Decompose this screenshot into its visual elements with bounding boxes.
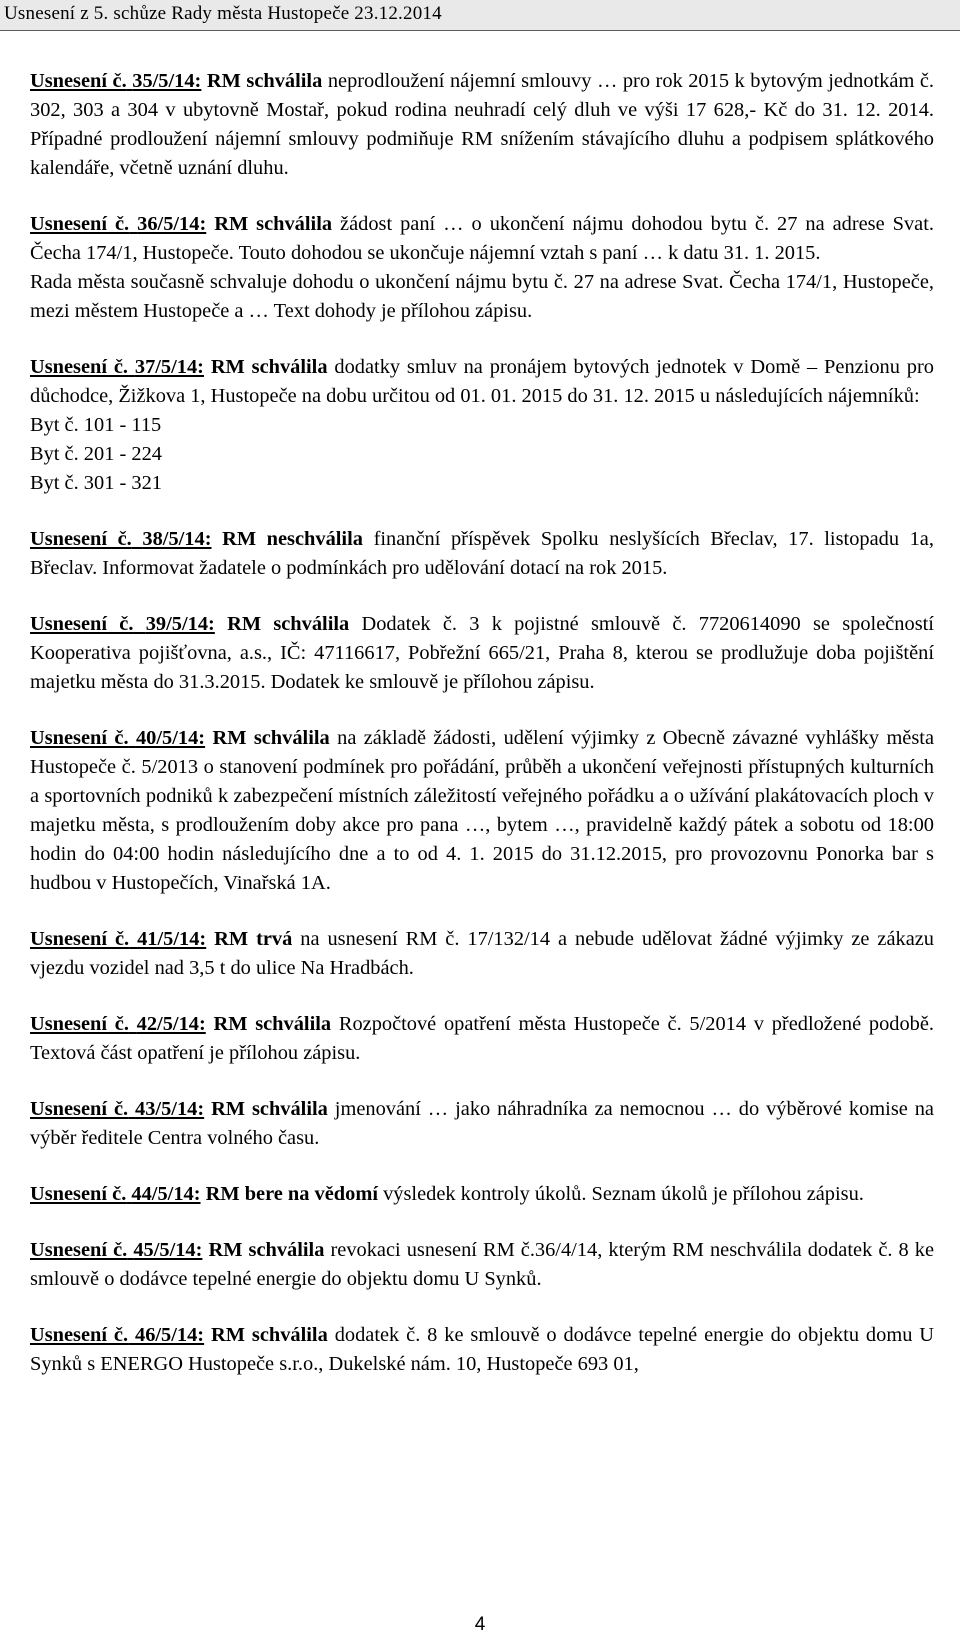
resolution-verb: RM trvá bbox=[214, 928, 293, 950]
resolution-label: Usnesení č. bbox=[30, 1324, 129, 1346]
resolution-45 bbox=[30, 1236, 934, 1294]
resolution-label: Usnesení č. bbox=[30, 613, 134, 635]
resolution-42 bbox=[30, 1010, 934, 1068]
resolution-46 bbox=[30, 1321, 934, 1379]
resolution-verb: RM schválila bbox=[210, 356, 328, 378]
resolution-37 bbox=[30, 353, 934, 498]
resolution-number: 45/5/14: bbox=[133, 1239, 203, 1261]
resolution-number: 40/5/14: bbox=[135, 727, 206, 749]
resolution-verb: RM schválila bbox=[211, 1098, 328, 1120]
resolution-label: Usnesení č. bbox=[30, 70, 127, 92]
resolution-number: 36/5/14: bbox=[137, 213, 207, 235]
resolution-verb: RM bere na vědomí bbox=[205, 1183, 378, 1205]
resolution-label: Usnesení č. bbox=[30, 1239, 128, 1261]
resolution-number: 37/5/14: bbox=[134, 356, 204, 378]
resolution-verb: RM schválila bbox=[227, 613, 350, 635]
resolution-extra-text: Rada města současně schvaluje dohodu o ukončení nájmu bytu č. 27 na adrese Svat. Čecha 174/1, Hustopeče, mezi městem Hustopeče a … Text dohody je přílohou zápisu. bbox=[30, 271, 934, 322]
resolution-number: 35/5/14: bbox=[132, 70, 202, 92]
resolution-text: revokaci usnesení RM č.36/4/14, kterým RM neschválila dodatek č. 8 ke smlouvě o dodávce tepelné energie do objektu domu U Synků. bbox=[30, 1239, 935, 1290]
apartment-range: Byt č. 301 - 321 bbox=[30, 472, 162, 494]
resolution-label: Usnesení č. bbox=[30, 213, 130, 235]
resolution-verb: RM neschválila bbox=[222, 528, 363, 550]
resolution-36-extra bbox=[30, 268, 934, 326]
resolution-text: finanční příspěvek Spolku neslyšících Břeclav, 17. listopadu 1a, Břeclav. Informovat žadatele o podmínkách pro udělování dotací na rok 2015. bbox=[30, 528, 934, 579]
resolution-text: Dodatek č. 3 k pojistné smlouvě č. 7720614090 se společností Kooperativa pojišťovna, a.s., IČ: 47116617, Pobřežní 665/21, Praha 8, kterou se prodlužuje doba pojištění majetku města do 31.3.2015. Dodatek ke smlouvě je přílohou zápisu. bbox=[30, 613, 934, 693]
resolution-35 bbox=[30, 67, 934, 183]
resolution-text: Rozpočtové opatření města Hustopeče č. 5/2014 v předložené podobě. Textová část opatření je přílohou zápisu. bbox=[30, 1013, 934, 1064]
resolution-text: na základě žádosti, udělení výjimky z Obecně závazné vyhlášky města Hustopeče č. 5/2013 o stanovení podmínek pro pořádání, průběh a ukončení veřejnosti přístupných kulturních a sportovních podniků k zabezpečení místních záležitostí veřejného pořádku a o užívání plakátovacích ploch v majetku města, s prodloužením doby akce pro pana …, bytem …, pravidelně každý pátek a sobotu od 18:00 hodin do 04:00 hodin následujícího dne a to od 4. 1. 2015 do 31.12.2015, pro provozovnu Ponorka bar s hudbou v Hustopečích, Vinařská 1A. bbox=[30, 727, 935, 894]
resolution-number: 46/5/14: bbox=[135, 1324, 205, 1346]
resolution-number: 43/5/14: bbox=[135, 1098, 205, 1120]
resolution-verb: RM schválila bbox=[208, 1239, 325, 1261]
resolution-39 bbox=[30, 610, 934, 697]
resolution-label: Usnesení č. bbox=[30, 928, 130, 950]
resolution-43 bbox=[30, 1095, 934, 1153]
resolution-number: 42/5/14: bbox=[136, 1013, 206, 1035]
resolution-verb: RM schválila bbox=[211, 1324, 328, 1346]
resolution-label: Usnesení č. bbox=[30, 1183, 127, 1205]
resolution-text: jmenování … jako náhradníka za nemocnou … do výběrové komise na výběr ředitele Centra volného času. bbox=[30, 1098, 934, 1149]
resolution-text: neprodloužení nájemní smlouvy … pro rok 2015 k bytovým jednotkám č. 302, 303 a 304 v ubytovně Mostař, pokud rodina neuhradí celý dluh ve výši 17 628,- Kč do 31. 12. 2014. Případné prodloužení nájemní smlouvy podmiňuje RM snížením stávajícího dluhu a podpisem splátkového kalendáře, včetně uznání dluhu. bbox=[30, 70, 935, 179]
page-number: 4 bbox=[474, 1614, 486, 1635]
resolution-verb: RM schválila bbox=[213, 1013, 332, 1035]
resolution-label: Usnesení č. bbox=[30, 1098, 129, 1120]
resolution-verb: RM schválila bbox=[214, 213, 333, 235]
apartment-range: Byt č. 201 - 224 bbox=[30, 443, 162, 465]
resolution-number: 39/5/14: bbox=[145, 613, 215, 635]
apartment-range: Byt č. 101 - 115 bbox=[30, 414, 162, 436]
resolution-number: 44/5/14: bbox=[131, 1183, 201, 1205]
resolution-number: 38/5/14: bbox=[142, 528, 212, 550]
resolution-verb: RM schválila bbox=[212, 727, 330, 749]
resolution-44 bbox=[30, 1180, 934, 1209]
resolution-38 bbox=[30, 525, 934, 583]
resolution-number: 41/5/14: bbox=[137, 928, 207, 950]
resolution-text: žádost paní … o ukončení nájmu dohodou bytu č. 27 na adrese Svat. Čecha 174/1, Hustopeče. Touto dohodou se ukončuje nájemní vztah s paní … k datu 31. 1. 2015. bbox=[30, 213, 934, 264]
resolution-text: dodatek č. 8 ke smlouvě o dodávce tepelné energie do objektu domu U Synků s ENERGO Hustopeče s.r.o., Dukelské nám. 10, Hustopeče 693 01, bbox=[30, 1324, 935, 1375]
resolution-label: Usnesení č. bbox=[30, 528, 132, 550]
header-title: Usnesení z 5. schůze Rady města Hustopeče 23.12.2014 bbox=[4, 3, 442, 24]
resolution-label: Usnesení č. bbox=[30, 1013, 129, 1035]
document-body bbox=[30, 67, 934, 1406]
resolution-verb: RM schválila bbox=[206, 70, 323, 92]
resolution-text: dodatky smluv na pronájem bytových jednotek v Domě – Penzionu pro důchodce, Žižkova 1, Hustopeče na dobu určitou od 01. 01. 2015 do 31. 12. 2015 u následujících nájemníků: bbox=[30, 356, 934, 407]
resolution-text: na usnesení RM č. 17/132/14 a nebude udělovat žádné výjimky ze zákazu vjezdu vozidel nad 3,5 t do ulice Na Hradbách. bbox=[30, 928, 934, 979]
resolution-41 bbox=[30, 925, 934, 983]
resolution-36 bbox=[30, 210, 934, 268]
page-header bbox=[0, 0, 960, 31]
resolution-label: Usnesení č. bbox=[30, 727, 129, 749]
resolution-text: výsledek kontroly úkolů. Seznam úkolů je přílohou zápisu. bbox=[383, 1183, 864, 1205]
resolution-label: Usnesení č. bbox=[30, 356, 129, 378]
resolution-40 bbox=[30, 724, 934, 898]
